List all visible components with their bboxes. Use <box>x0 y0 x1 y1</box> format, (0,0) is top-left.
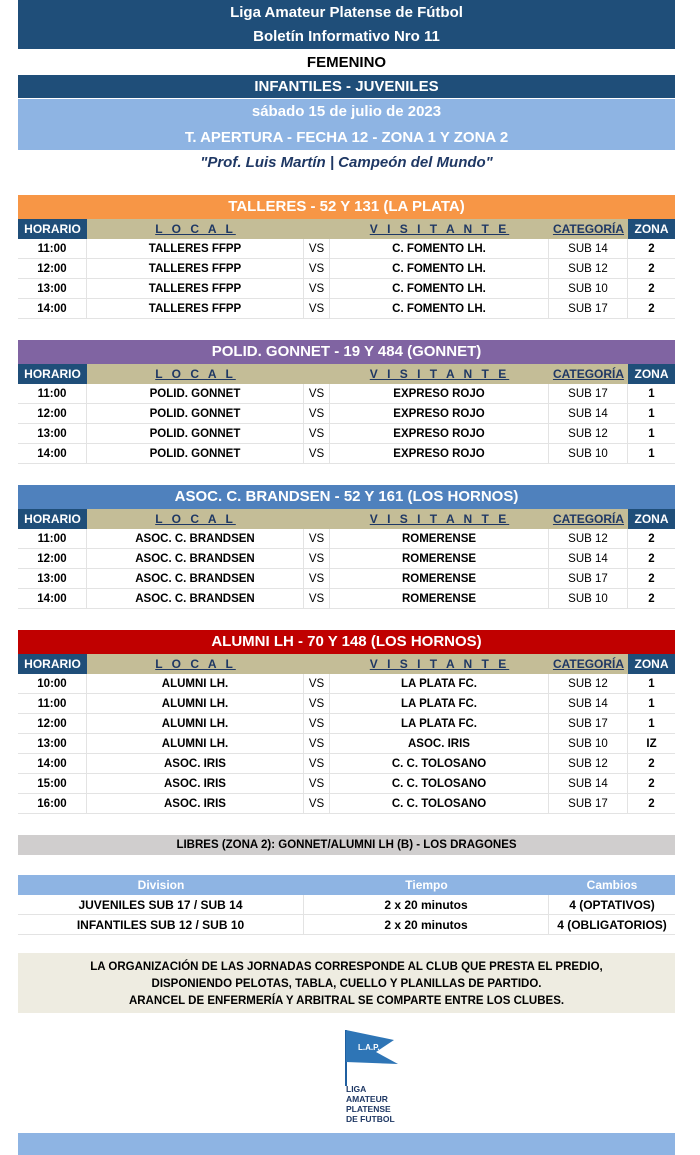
table-row <box>18 444 675 464</box>
time-cell: 2 x 20 minutos <box>304 915 549 934</box>
footer-bar <box>18 1133 675 1155</box>
away-team-cell: EXPRESO ROJO <box>330 424 549 443</box>
away-team-cell: ROMERENSE <box>330 549 549 568</box>
zone-cell: 1 <box>648 408 655 420</box>
time-header: Tiempo <box>405 878 448 892</box>
home-header <box>87 654 304 674</box>
category-cell: SUB 14 <box>549 694 628 713</box>
away-team-cell: ROMERENSE <box>330 529 549 548</box>
away-team-cell: C. FOMENTO LH. <box>330 299 549 318</box>
logo-line: AMATEUR <box>346 1094 388 1104</box>
vs-cell: VS <box>304 299 330 318</box>
category-cell: SUB 17 <box>549 384 628 403</box>
match-date: sábado 15 de julio de 2023 <box>18 99 675 125</box>
time-cell: 13:00 <box>18 279 87 298</box>
category-cell: SUB 12 <box>549 259 628 278</box>
home-team-cell: POLID. GONNET <box>87 384 304 403</box>
dedication: "Prof. Luis Martín | Campeón del Mundo" <box>18 150 675 175</box>
table-row <box>18 384 675 404</box>
time-header: HORARIO <box>18 509 87 529</box>
time-cell: 11:00 <box>18 529 87 548</box>
free-teams: LIBRES (ZONA 2): GONNET/ALUMNI LH (B) - LOS DRAGONES <box>18 835 675 855</box>
vs-cell: VS <box>304 384 330 403</box>
category-cell: SUB 10 <box>549 444 628 463</box>
categories-title: INFANTILES - JUVENILES <box>18 75 675 98</box>
vs-cell: VS <box>304 239 330 258</box>
category-cell: SUB 14 <box>549 774 628 793</box>
zone-cell: 2 <box>648 758 655 770</box>
category-header-label: CATEGORÍA <box>552 657 625 671</box>
league-title: Liga Amateur Platense de Fútbol <box>18 0 675 24</box>
venue-title: TALLERES - 52 Y 131 (LA PLATA) <box>18 195 675 219</box>
vs-header <box>304 654 330 674</box>
table-row <box>18 299 675 319</box>
vs-header <box>304 509 330 529</box>
changes-header: Cambios <box>586 878 638 892</box>
table-row <box>18 424 675 444</box>
zone-cell: 1 <box>648 718 655 730</box>
home-team-cell: POLID. GONNET <box>87 424 304 443</box>
table-row <box>18 794 675 814</box>
category-cell: SUB 14 <box>549 404 628 423</box>
home-team-cell: TALLERES FFPP <box>87 239 304 258</box>
time-cell: 11:00 <box>18 384 87 403</box>
home-team-cell: ALUMNI LH. <box>87 674 304 693</box>
home-team-cell: TALLERES FFPP <box>87 279 304 298</box>
away-team-cell: EXPRESO ROJO <box>330 444 549 463</box>
branch-title: FEMENINO <box>18 52 675 74</box>
table-row <box>18 569 675 589</box>
away-team-cell: LA PLATA FC. <box>330 714 549 733</box>
column-header-row <box>18 509 675 529</box>
zone-cell: 1 <box>648 428 655 440</box>
organization-notes <box>18 953 675 1013</box>
away-team-cell: C. FOMENTO LH. <box>330 239 549 258</box>
vs-cell: VS <box>304 444 330 463</box>
time-cell: 2 x 20 minutos <box>304 895 549 914</box>
away-header <box>330 219 549 239</box>
home-header <box>87 219 304 239</box>
table-row <box>18 734 675 754</box>
home-header <box>87 509 304 529</box>
changes-cell: 4 (OPTATIVOS) <box>569 898 655 912</box>
vs-cell: VS <box>304 694 330 713</box>
vs-cell: VS <box>304 774 330 793</box>
column-header-row <box>18 654 675 674</box>
vs-cell: VS <box>304 794 330 813</box>
table-row <box>18 714 675 734</box>
venue-block <box>18 485 675 609</box>
zone-cell: 2 <box>648 283 655 295</box>
logo-line: DE FUTBOL <box>346 1114 395 1124</box>
table-row <box>18 774 675 794</box>
venue-title: ALUMNI LH - 70 Y 148 (LOS HORNOS) <box>18 630 675 654</box>
changes-cell: 4 (OBLIGATORIOS) <box>557 918 667 932</box>
vs-cell: VS <box>304 734 330 753</box>
home-header-label: L O C A L <box>155 367 236 381</box>
away-team-cell: LA PLATA FC. <box>330 674 549 693</box>
category-header-label: CATEGORÍA <box>552 367 625 381</box>
vs-cell: VS <box>304 549 330 568</box>
note-line: DISPONIENDO PELOTAS, TABLA, CUELLO Y PLANILLAS DE PARTIDO. <box>151 978 542 990</box>
category-header <box>549 509 628 529</box>
vs-header <box>304 364 330 384</box>
table-row <box>18 754 675 774</box>
category-cell: SUB 10 <box>549 279 628 298</box>
away-team-cell: LA PLATA FC. <box>330 694 549 713</box>
time-cell: 14:00 <box>18 589 87 608</box>
bulletin-number: Boletín Informativo Nro 11 <box>18 24 675 49</box>
time-cell: 13:00 <box>18 569 87 588</box>
away-team-cell: EXPRESO ROJO <box>330 404 549 423</box>
logo-line: PLATENSE <box>346 1104 391 1114</box>
logo-line: LIGA <box>346 1084 367 1094</box>
time-header: HORARIO <box>18 654 87 674</box>
time-header: HORARIO <box>18 364 87 384</box>
time-header: HORARIO <box>18 219 87 239</box>
away-team-cell: C. C. TOLOSANO <box>330 794 549 813</box>
table-row <box>18 404 675 424</box>
vs-cell: VS <box>304 754 330 773</box>
away-header-label: V I S I T A N T E <box>369 657 510 671</box>
note-line: ARANCEL DE ENFERMERÍA Y ARBITRAL SE COMPARTE ENTRE LOS CLUBES. <box>128 995 565 1007</box>
zone-cell: 2 <box>648 243 655 255</box>
table-row <box>18 915 675 935</box>
time-cell: 12:00 <box>18 404 87 423</box>
category-cell: SUB 17 <box>549 569 628 588</box>
table-row <box>18 589 675 609</box>
away-header <box>330 364 549 384</box>
zone-cell: 2 <box>648 573 655 585</box>
home-team-cell: ALUMNI LH. <box>87 734 304 753</box>
vs-header <box>304 219 330 239</box>
category-header-label: CATEGORÍA <box>552 512 625 526</box>
venue-block <box>18 630 675 814</box>
vs-cell: VS <box>304 404 330 423</box>
home-team-cell: POLID. GONNET <box>87 444 304 463</box>
home-team-cell: TALLERES FFPP <box>87 259 304 278</box>
venue-block <box>18 195 675 319</box>
time-cell: 13:00 <box>18 734 87 753</box>
time-cell: 13:00 <box>18 424 87 443</box>
vs-cell: VS <box>304 424 330 443</box>
division-cell: INFANTILES SUB 12 / SUB 10 <box>18 915 304 934</box>
home-team-cell: ASOC. IRIS <box>87 774 304 793</box>
zone-header: ZONA <box>628 364 675 384</box>
away-header <box>330 654 549 674</box>
vs-cell: VS <box>304 589 330 608</box>
category-cell: SUB 14 <box>549 239 628 258</box>
time-cell: 11:00 <box>18 694 87 713</box>
logo-text <box>346 1084 395 1124</box>
division-cell: JUVENILES SUB 17 / SUB 14 <box>18 895 304 914</box>
zone-cell: 1 <box>648 698 655 710</box>
home-team-cell: ASOC. IRIS <box>87 794 304 813</box>
column-header-row <box>18 364 675 384</box>
away-team-cell: ASOC. IRIS <box>330 734 549 753</box>
home-header-label: L O C A L <box>155 512 236 526</box>
zone-cell: IZ <box>646 738 657 750</box>
away-team-cell: C. FOMENTO LH. <box>330 279 549 298</box>
home-team-cell: ASOC. IRIS <box>87 754 304 773</box>
table-row <box>18 279 675 299</box>
away-team-cell: ROMERENSE <box>330 589 549 608</box>
category-cell: SUB 17 <box>549 714 628 733</box>
note-line: LA ORGANIZACIÓN DE LAS JORNADAS CORRESPONDE AL CLUB QUE PRESTA EL PREDIO, <box>90 961 603 973</box>
category-cell: SUB 10 <box>549 589 628 608</box>
vs-cell: VS <box>304 569 330 588</box>
time-cell: 16:00 <box>18 794 87 813</box>
zone-cell: 1 <box>648 678 655 690</box>
column-header-row <box>18 219 675 239</box>
division-header: Division <box>137 878 185 892</box>
home-header-label: L O C A L <box>155 657 236 671</box>
away-team-cell: C. FOMENTO LH. <box>330 259 549 278</box>
time-cell: 10:00 <box>18 674 87 693</box>
category-header-label: CATEGORÍA <box>552 222 625 236</box>
home-header-label: L O C A L <box>155 222 236 236</box>
home-team-cell: ALUMNI LH. <box>87 694 304 713</box>
time-cell: 14:00 <box>18 444 87 463</box>
table-row <box>18 239 675 259</box>
time-cell: 14:00 <box>18 299 87 318</box>
zone-header: ZONA <box>628 654 675 674</box>
rules-table-header <box>18 875 675 895</box>
vs-cell: VS <box>304 674 330 693</box>
home-team-cell: ASOC. C. BRANDSEN <box>87 569 304 588</box>
time-cell: 12:00 <box>18 259 87 278</box>
venue-title: ASOC. C. BRANDSEN - 52 Y 161 (LOS HORNOS) <box>18 485 675 509</box>
tournament-title: T. APERTURA - FECHA 12 - ZONA 1 Y ZONA 2 <box>18 125 675 150</box>
home-team-cell: TALLERES FFPP <box>87 299 304 318</box>
time-cell: 12:00 <box>18 714 87 733</box>
table-row <box>18 549 675 569</box>
home-team-cell: POLID. GONNET <box>87 404 304 423</box>
away-header-label: V I S I T A N T E <box>369 512 510 526</box>
time-cell: 14:00 <box>18 754 87 773</box>
vs-cell: VS <box>304 259 330 278</box>
home-team-cell: ASOC. C. BRANDSEN <box>87 589 304 608</box>
table-row <box>18 529 675 549</box>
home-team-cell: ALUMNI LH. <box>87 714 304 733</box>
vs-cell: VS <box>304 714 330 733</box>
time-cell: 11:00 <box>18 239 87 258</box>
home-header <box>87 364 304 384</box>
category-header <box>549 654 628 674</box>
league-logo <box>324 1026 404 1130</box>
category-cell: SUB 17 <box>549 794 628 813</box>
rules-table <box>18 875 675 935</box>
flag-text: L.A.P. <box>358 1043 380 1052</box>
zone-header: ZONA <box>628 509 675 529</box>
vs-cell: VS <box>304 279 330 298</box>
time-cell: 12:00 <box>18 549 87 568</box>
zone-cell: 2 <box>648 533 655 545</box>
zone-cell: 2 <box>648 263 655 275</box>
zone-cell: 1 <box>648 388 655 400</box>
category-cell: SUB 17 <box>549 299 628 318</box>
category-cell: SUB 14 <box>549 549 628 568</box>
category-header <box>549 364 628 384</box>
table-row <box>18 259 675 279</box>
zone-header: ZONA <box>628 219 675 239</box>
zone-cell: 2 <box>648 798 655 810</box>
table-row <box>18 694 675 714</box>
flag-icon <box>324 1026 404 1086</box>
zone-cell: 2 <box>648 553 655 565</box>
zone-cell: 2 <box>648 778 655 790</box>
category-header <box>549 219 628 239</box>
home-team-cell: ASOC. C. BRANDSEN <box>87 549 304 568</box>
category-cell: SUB 12 <box>549 424 628 443</box>
table-row <box>18 895 675 915</box>
zone-cell: 1 <box>648 448 655 460</box>
category-cell: SUB 12 <box>549 754 628 773</box>
away-header-label: V I S I T A N T E <box>369 222 510 236</box>
venue-block <box>18 340 675 464</box>
vs-cell: VS <box>304 529 330 548</box>
category-cell: SUB 10 <box>549 734 628 753</box>
zone-cell: 2 <box>648 303 655 315</box>
table-row <box>18 674 675 694</box>
away-team-cell: EXPRESO ROJO <box>330 384 549 403</box>
away-team-cell: C. C. TOLOSANO <box>330 774 549 793</box>
category-cell: SUB 12 <box>549 529 628 548</box>
venue-title: POLID. GONNET - 19 Y 484 (GONNET) <box>18 340 675 364</box>
category-cell: SUB 12 <box>549 674 628 693</box>
zone-cell: 2 <box>648 593 655 605</box>
away-team-cell: ROMERENSE <box>330 569 549 588</box>
home-team-cell: ASOC. C. BRANDSEN <box>87 529 304 548</box>
away-header <box>330 509 549 529</box>
time-cell: 15:00 <box>18 774 87 793</box>
away-header-label: V I S I T A N T E <box>369 367 510 381</box>
away-team-cell: C. C. TOLOSANO <box>330 754 549 773</box>
